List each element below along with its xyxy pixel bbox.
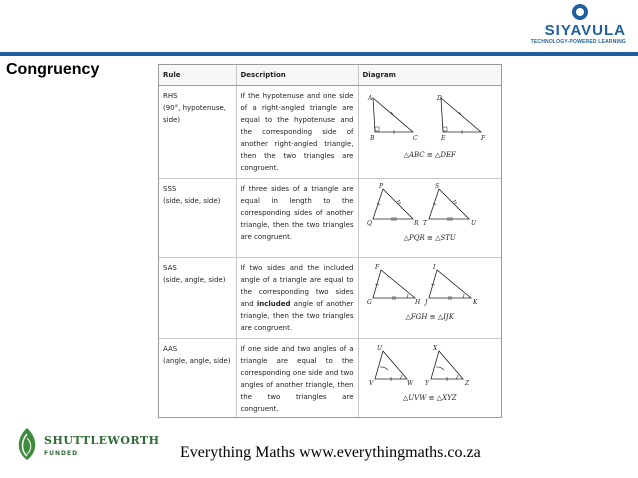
vertex-f: F — [480, 135, 485, 142]
header-bar — [0, 0, 638, 52]
vertex-u: U — [470, 220, 476, 227]
shuttleworth-leaf-icon — [12, 424, 42, 464]
vertex-f: F — [374, 264, 379, 271]
footer-text: Everything Maths www.everythingmaths.co.za — [180, 444, 481, 461]
table-row — [159, 86, 501, 179]
vertex-p: P — [378, 183, 383, 190]
header-divider — [0, 52, 638, 56]
sponsor-sub: FUNDED — [44, 450, 79, 457]
description-emphasis: included — [256, 300, 291, 308]
vertex-q: Q — [366, 220, 372, 227]
rule-detail: (90°, hypotenuse, side) — [163, 104, 226, 124]
header-rule: Rule — [159, 65, 236, 86]
rule-name: AAS — [163, 345, 178, 353]
sss-triangles-diagram — [363, 183, 497, 231]
vertex-a: A — [367, 95, 372, 102]
header-description: Description — [236, 65, 358, 86]
vertex-d: D — [436, 95, 442, 102]
description-cell: If three sides of a triangle are equal in length to the corresponding sides of another triangle, then the two triangles are congruent. — [236, 179, 358, 258]
diagram-cell — [358, 258, 501, 339]
rule-name: SAS — [163, 264, 177, 272]
vertex-t: T — [422, 220, 427, 227]
rule-name: SSS — [163, 185, 177, 193]
vertex-u: U — [376, 345, 382, 352]
header-diagram: Diagram — [358, 65, 501, 86]
rule-name: RHS — [163, 92, 178, 100]
rule-cell — [159, 86, 236, 179]
aas-triangles-diagram — [363, 343, 497, 391]
table-row — [159, 179, 501, 258]
vertex-b: B — [369, 135, 374, 142]
vertex-c: C — [412, 135, 418, 142]
table-row — [159, 258, 501, 339]
rule-detail: (angle, angle, side) — [163, 357, 231, 365]
vertex-i: I — [432, 264, 435, 271]
vertex-h: H — [414, 299, 420, 306]
vertex-j: J — [424, 299, 427, 306]
rule-detail: (side, side, side) — [163, 197, 221, 205]
table-row — [159, 339, 501, 420]
vertex-x: X — [432, 345, 437, 352]
vertex-v: V — [368, 380, 373, 387]
sas-triangles-diagram — [363, 262, 497, 310]
vertex-s: S — [434, 183, 439, 190]
rule-detail: (side, angle, side) — [163, 276, 226, 284]
logo-tagline: TECHNOLOGY-POWERED LEARNING — [530, 39, 626, 45]
vertex-y: Y — [424, 380, 429, 387]
description-text: angle of another triangle, then the two triangles are congruent. — [240, 300, 354, 332]
vertex-g: G — [366, 299, 372, 306]
logo-name: SIYAVULA — [544, 22, 626, 39]
diagram-label: △PQR ≡ △STU — [403, 234, 456, 242]
description-cell: If one side and two angles of a triangle are equal to the corresponding one side and two angles of another triangle, then the two triangles are congruent. — [236, 339, 358, 420]
vertex-z: Z — [464, 380, 469, 387]
diagram-cell — [358, 86, 501, 179]
sponsor-name: SHUTTLEWORTH — [44, 434, 160, 447]
table-header-row — [159, 65, 501, 86]
page-title: Congruency — [6, 61, 100, 78]
description-cell — [236, 258, 358, 339]
description-text: If two sides and the included angle of a triangle are equal to the corresponding two sides and — [240, 264, 354, 308]
rule-cell — [159, 258, 236, 339]
congruency-table — [158, 64, 502, 418]
vertex-w: W — [406, 380, 413, 387]
rule-cell — [159, 339, 236, 420]
rule-cell — [159, 179, 236, 258]
diagram-cell — [358, 179, 501, 258]
vertex-e: E — [440, 135, 445, 142]
diagram-label: △ABC ≡ △DEF — [403, 151, 456, 159]
diagram-cell — [358, 339, 501, 420]
description-cell: If the hypotenuse and one side of a right-angled triangle are equal to the hypotenuse and the corresponding side of another right-angled triangle, then the two triangles are congruent. — [236, 86, 358, 179]
vertex-r: R — [413, 220, 419, 227]
diagram-label: △FGH ≡ △IJK — [405, 313, 454, 321]
diagram-label: △UVW ≡ △XYZ — [402, 394, 457, 402]
vertex-k: K — [472, 299, 477, 306]
rhs-triangles-diagram — [363, 90, 497, 148]
